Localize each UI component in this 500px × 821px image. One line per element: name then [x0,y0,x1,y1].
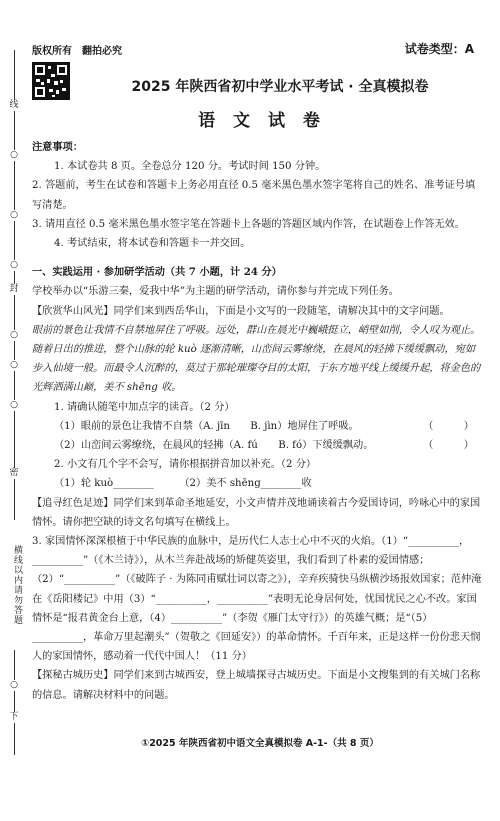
section-heading: 一、实践运用 · 参加研学活动（共 7 小题，计 24 分） [32,266,282,279]
notes-item: 3. 请用直径 0.5 毫米黑色墨水签字笔在答题卡上各题的答题区域内作答，在试题卷上作答无效。 [32,218,465,230]
margin-warning-text: 横线以内请勿答题 [6,520,22,650]
section-intro: 学校举办以“乐游三秦，爱我中华”为主题的研学活动，请你参与并完成下列任务。 [32,286,399,298]
reading-passage: 眼前的景色让我情不自禁地屏住了呼吸。远处，群山在晨光中巍峨挺立，峭壁如削，令人叹为观止。随着日出的推进，整个山脉的轮 kuò 逐渐清晰，山峦间云雾缭绕，在晨风的轻拂下缓缓飘动，宛如步入仙境一般。而最令人沉醉的，莫过于那轮璀璨夺目的太阳，于东方地平线上缓缓升起，将金色的光辉洒满山巅，美不 shēng 收。 [32,324,481,394]
question-1: 1. 请确认随笔中加点字的读音。（2 分） [54,401,235,413]
notes-item: 4. 考试结束，将本试卷和答题卡一并交回。 [54,238,251,250]
margin-circle: ○ [6,330,22,341]
exam-content [32,138,484,705]
margin-circle: ○ [6,680,22,691]
notes-heading: 注意事项： [32,141,83,153]
margin-mark-mi: 密 [6,468,22,479]
notes-item: 1. 本试卷共 8 页。全卷总分 120 分。考试时间 150 分钟。 [54,161,326,173]
question-3: 3. 家国情怀深深根植于中华民族的血脉中，是历代仁人志士心中不灭的火焰。（1）“__________，__________”（《木兰诗》），从木兰奔赴战场的矫健英姿里，我们看到了朴素的爱国情感；（2）“__________”（《破阵子 · 为陈同甫赋壮词以寄之》），辛弃疾骑快马纵横沙场报效国家；范仲淹在《岳阳楼记》中用（3）“__________，__________”表明无论身居何处，忧国忧民之心不改。家国情怀是“报君黄金台上意，（4）__________”（李贺《雁门太守行》）的英雄气概；是“（5）__________，革命万里起潮头”（贺敬之《回延安》）的革命情怀。千百年来，正是这样一份份悲天悯人的家国情怀，感动着一代代中国人！（11 分） [32,536,482,663]
paper-type-label: 试卷类型：A [404,42,474,56]
copyright-notice: 版权所有 翻拍必究 [32,46,122,57]
margin-mark-xia: 下 [6,712,22,723]
task-heading: 【探秘古城历史】同学们来到古城西安，登上城墙探寻古城历史。下面是小文搜集到的有关城门名称的信息。请解决材料中的问题。 [32,670,481,701]
notes-item: 2. 答题前，考生在试卷和答题卡上务必用直径 0.5 毫米黑色墨水签字笔将自己的姓名、准考证号填写清楚。 [32,180,476,211]
subject-title: 语 文 试 卷 [198,111,326,131]
question-2-options: （1）轮 kuò________ （2）美不 shēng________收 [54,478,312,490]
margin-circle: ○ [6,210,22,221]
task-heading: 【追寻红色足迹】同学们来到革命圣地延安，小文声情并茂地诵读着古今爱国诗词，吟咏心中的家国情怀。请你把空缺的诗文名句填写在横线上。 [32,497,481,528]
task-heading: 【欣赏华山风光】同学们来到西岳华山，下面是小文写的一段随笔，请解决其中的文字问题。 [32,305,450,317]
answer-blank: （ ） [423,440,474,452]
question-1-option-1: （1）眼前的景色让我情不自禁（A. jīn B. jìn）地屏住了呼吸。 （ ） [32,417,484,436]
margin-circle: ○ [6,260,22,271]
margin-circle: ○ [6,150,22,161]
margin-circle: ○ [6,360,22,371]
answer-blank: （ ） [423,420,474,432]
question-1-option-2: （2）山峦间云雾缭绕，在晨风的轻拂（A. fú B. fó）下缓缓飘动。 （ ） [32,436,484,455]
margin-circle: ○ [6,400,22,411]
question-2: 2. 小文有几个字不会写，请你根据拼音加以补充。（2 分） [54,459,317,471]
page-footer: ①2025 年陕西省初中语文全真模拟卷 A-1-（共 8 页） [141,738,379,749]
margin-mark-xian: 线 [6,100,22,111]
exam-title: 2025 年陕西省初中学业水平考试 · 全真模拟卷 [131,79,429,95]
margin-mark-feng: 封 [6,284,22,295]
